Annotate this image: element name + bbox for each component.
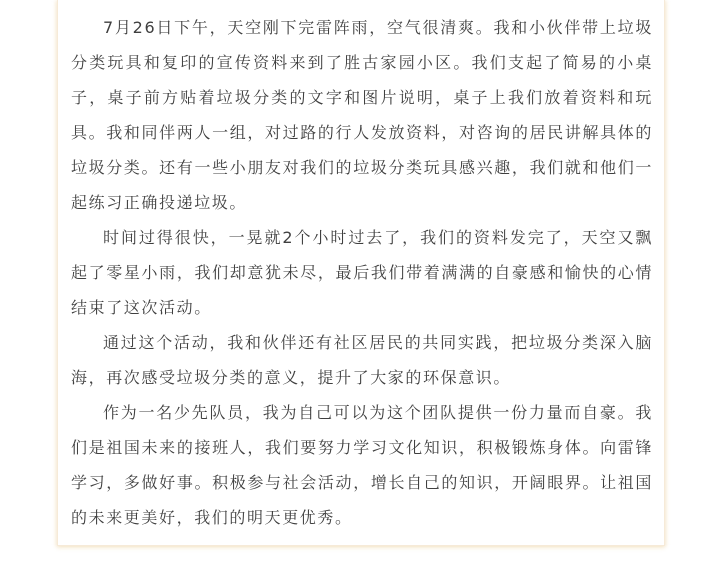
article-card [57,0,665,546]
article-paragraph: 作为一名少先队员，我为自己可以为这个团队提供一份力量而自豪。我们是祖国未来的接班人，我们要努力学习文化知识，积极锻炼身体。向雷锋学习，多做好事。积极参与社会活动，增长自己的知识，开阔眼界。让祖国的未来更美好，我们的明天更优秀。 [71,403,653,527]
article-paragraph: 通过这个活动，我和伙伴还有社区居民的共同实践，把垃圾分类深入脑海，再次感受垃圾分类的意义，提升了大家的环保意识。 [71,333,653,387]
article-paragraph: 7月26日下午，天空刚下完雷阵雨，空气很清爽。我和小伙伴带上垃圾分类玩具和复印的宣传资料来到了胜古家园小区。我们支起了简易的小桌子，桌子前方贴着垃圾分类的文字和图片说明，桌子上我们放着资料和玩具。我和同伴两人一组，对过路的行人发放资料，对咨询的居民讲解具体的垃圾分类。还有一些小朋友对我们的垃圾分类玩具感兴趣，我们就和他们一起练习正确投递垃圾。 [71,18,653,212]
article-body [71,10,653,535]
article-paragraph: 时间过得很快，一晃就2个小时过去了，我们的资料发完了，天空又飘起了零星小雨，我们却意犹未尽，最后我们带着满满的自豪感和愉快的心情结束了这次活动。 [71,228,653,317]
